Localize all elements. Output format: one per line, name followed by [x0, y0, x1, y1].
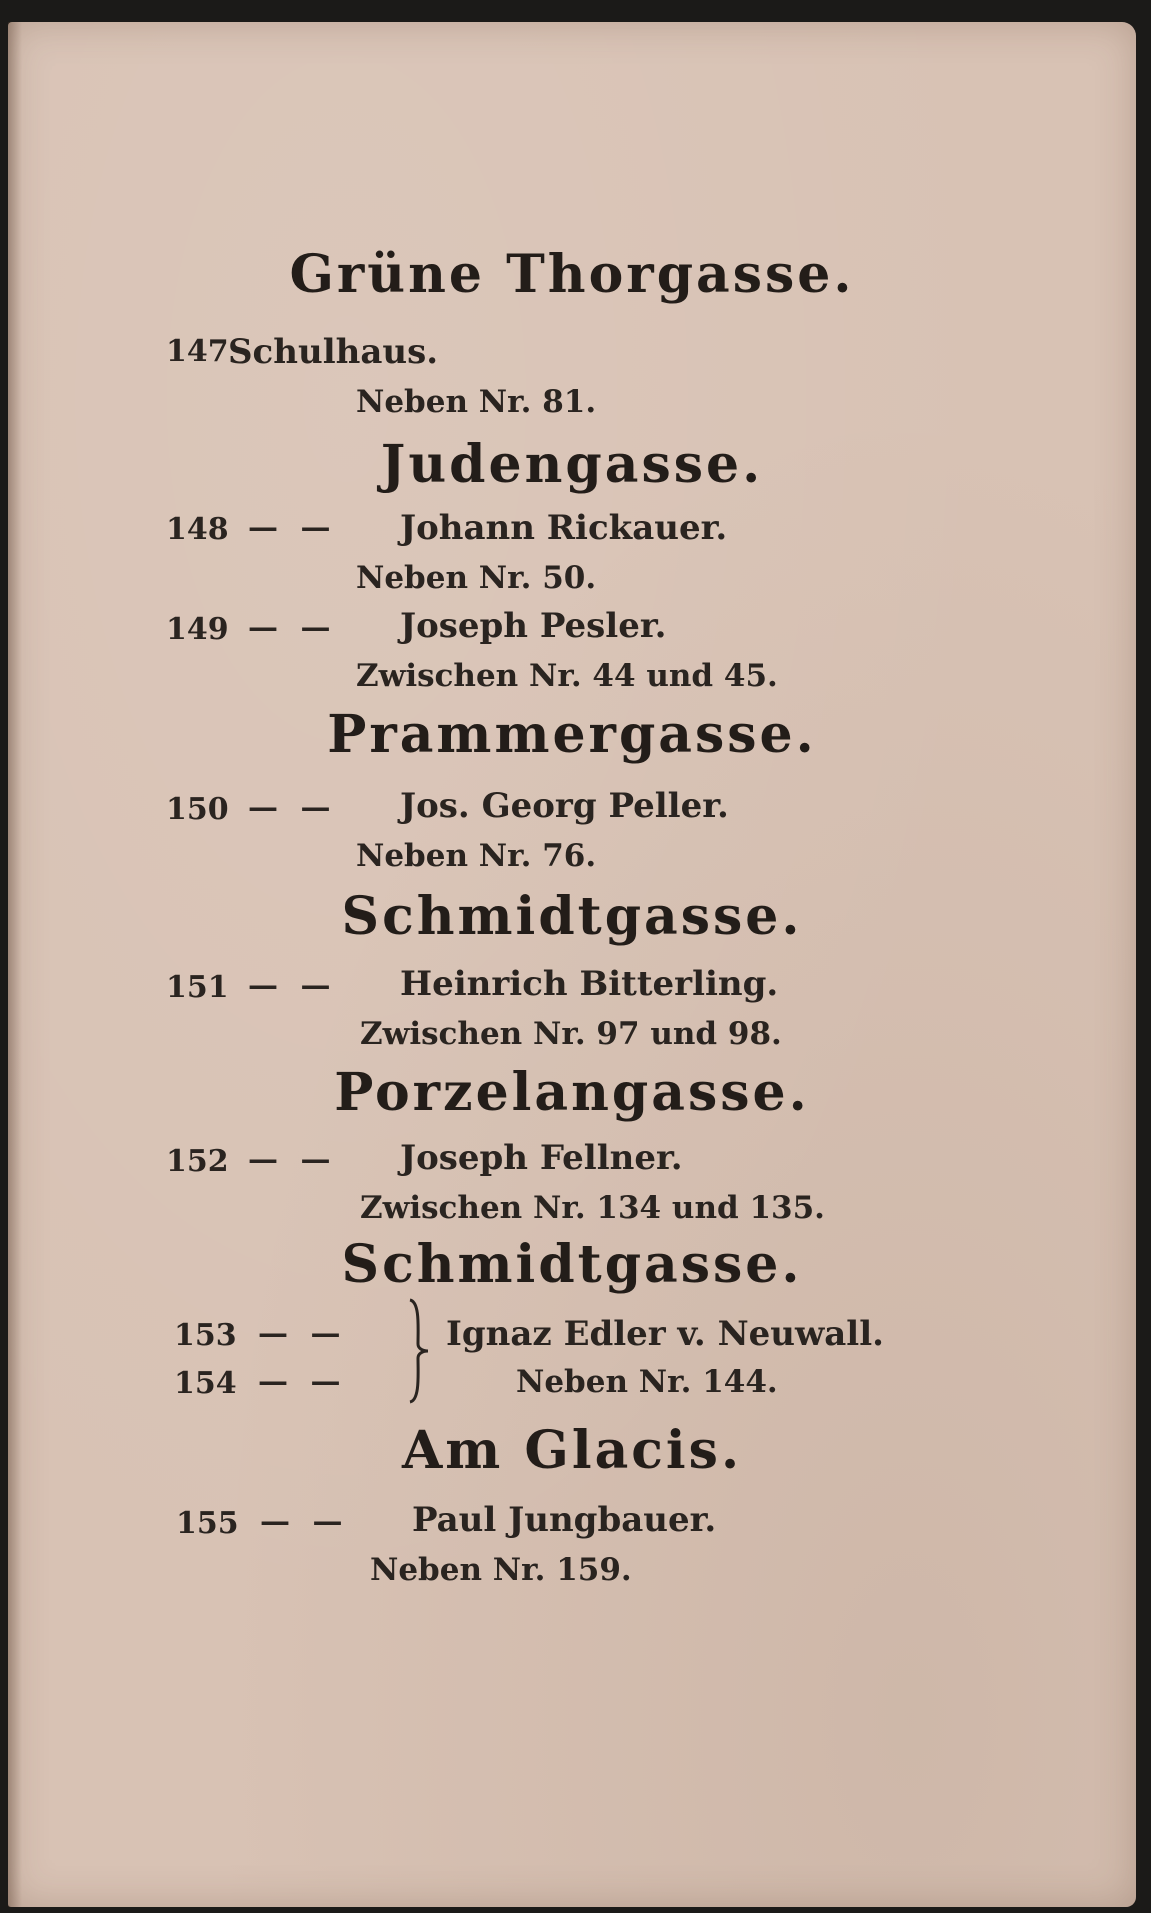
location-note: Zwischen Nr. 97 und 98.	[360, 1016, 782, 1052]
book-page	[8, 22, 1136, 1907]
owner-name: Joseph Fellner.	[400, 1138, 683, 1178]
street-heading: Porzelangasse.	[334, 1062, 810, 1123]
location-note: Neben Nr. 50.	[356, 560, 597, 596]
location-note: Neben Nr. 81.	[356, 384, 597, 420]
location-note: Zwischen Nr. 134 und 135.	[360, 1190, 825, 1226]
house-number: 149	[166, 612, 229, 647]
house-number: 154	[174, 1366, 237, 1401]
ditto-dashes: — —	[248, 1142, 337, 1177]
street-heading: Am Glacis.	[401, 1420, 743, 1481]
location-note: Neben Nr. 144.	[516, 1364, 778, 1400]
house-number: 150	[166, 792, 229, 827]
owner-name: Jos. Georg Peller.	[400, 786, 729, 826]
house-number: 148	[166, 512, 229, 547]
house-number: 152	[166, 1144, 229, 1179]
owner-name: Paul Jungbauer.	[412, 1500, 717, 1540]
owner-name: Ignaz Edler v. Neuwall.	[446, 1314, 884, 1354]
house-number: 151	[166, 970, 229, 1005]
location-note: Zwischen Nr. 44 und 45.	[356, 658, 778, 694]
ditto-dashes: — —	[248, 610, 337, 645]
house-number: 147	[166, 334, 229, 369]
street-heading: Prammergasse.	[327, 704, 817, 765]
owner-name: Heinrich Bitterling.	[400, 964, 779, 1004]
street-heading: Grüne Thorgasse.	[289, 244, 855, 305]
grouping-brace	[406, 1298, 430, 1404]
house-number: 153	[174, 1318, 237, 1353]
ditto-dashes: — —	[258, 1364, 347, 1399]
owner-name: Joseph Pesler.	[400, 606, 667, 646]
ditto-dashes: — —	[248, 790, 337, 825]
ditto-dashes: — —	[260, 1504, 349, 1539]
street-heading: Judengasse.	[380, 434, 764, 495]
street-heading: Schmidtgasse.	[341, 1234, 803, 1295]
location-note: Neben Nr. 76.	[356, 838, 597, 874]
ditto-dashes: — —	[258, 1316, 347, 1351]
house-number: 155	[176, 1506, 239, 1541]
owner-name: Johann Rickauer.	[400, 508, 728, 548]
street-heading: Schmidtgasse.	[341, 886, 803, 947]
ditto-dashes: — —	[248, 968, 337, 1003]
location-note: Neben Nr. 159.	[370, 1552, 632, 1588]
owner-name: Schulhaus.	[228, 332, 439, 372]
ditto-dashes: — —	[248, 510, 337, 545]
